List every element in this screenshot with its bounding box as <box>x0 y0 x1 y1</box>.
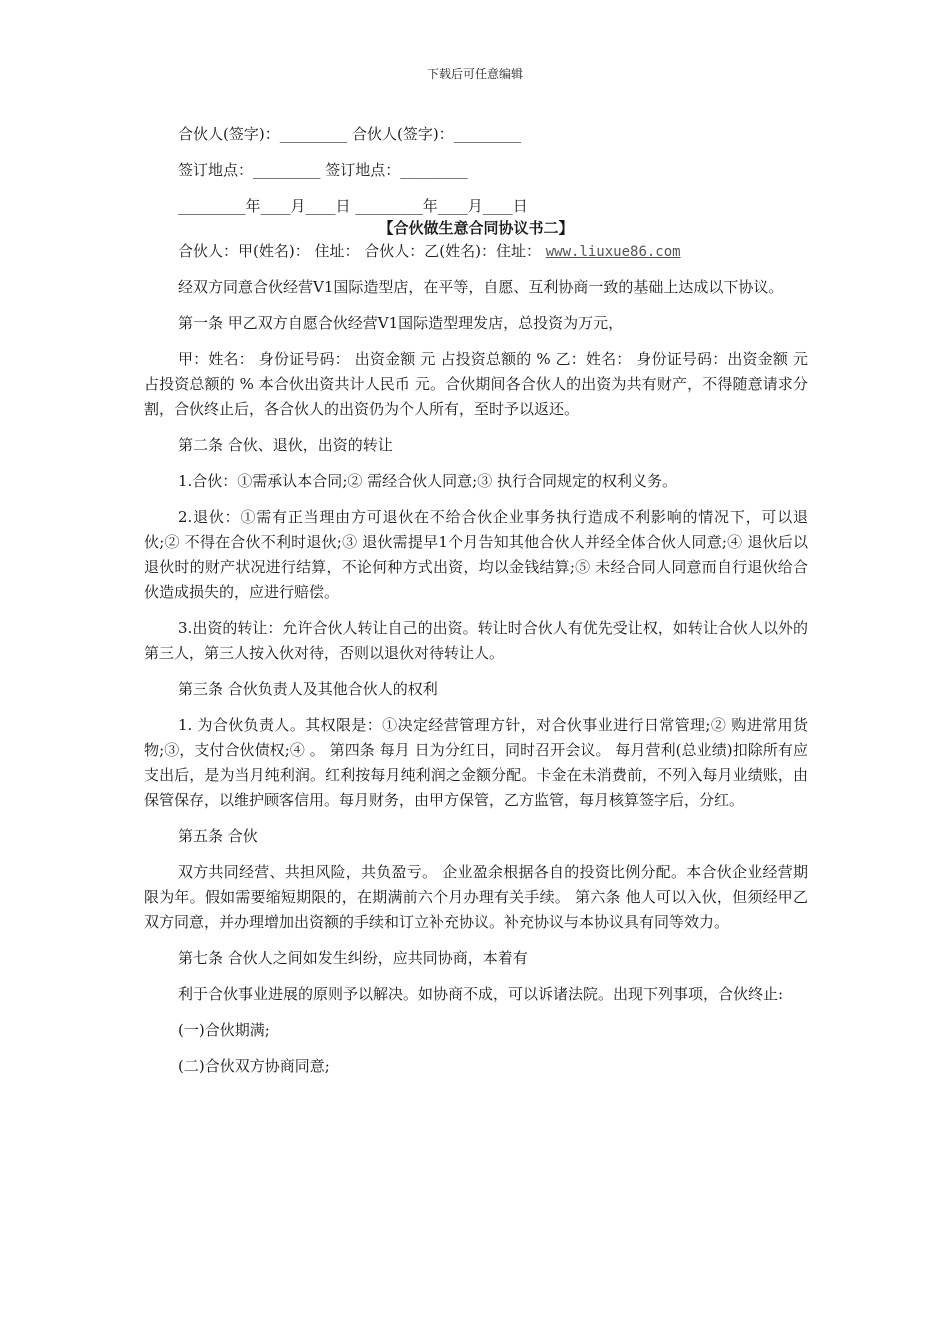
website-link[interactable]: www.liuxue86.com <box>545 244 681 260</box>
document-body <box>144 122 808 1090</box>
document-title: 【合伙做生意合同协议书二】 <box>378 219 574 237</box>
clause-paragraph: 双方共同经营、共担风险，共负盈亏。 企业盈余根据各自的投资比例分配。本合伙企业经营期限为年。假如需要缩短期限的，在期满前六个月办理有关手续。 第六条 他人可以入伙，但须经甲乙双方同意，并办理增加出资额的手续和订立补充协议。补充协议与本协议具有同等效力。 <box>144 863 808 931</box>
clause-paragraph: 1.合伙：①需承认本合同;② 需经合伙人同意;③ 执行合同规定的权利义务。 <box>178 472 677 490</box>
clause-paragraph: 第五条 合伙 <box>178 827 258 845</box>
clause-paragraph: 第一条 甲乙双方自愿合伙经营V1国际造型理发店，总投资为万元， <box>178 314 624 332</box>
clause-paragraph: (一)合伙期满; <box>178 1021 270 1039</box>
clause-paragraph: 经双方同意合伙经营V1国际造型店，在平等，自愿、互利协商一致的基础上达成以下协议。 <box>178 278 784 296</box>
clause-list <box>144 275 808 1079</box>
signature-row: 合伙人(签字)：_________ 合伙人(签字)：_________ <box>178 125 522 143</box>
page-header-note: 下载后可任意编辑 <box>426 67 523 81</box>
clause-paragraph: 2.退伙：①需有正当理由方可退伙在不给合伙企业事务执行造成不利影响的情况下，可以退伙;② 不得在合伙不利时退伙;③ 退伙需提早1个月告知其他合伙人并经全体合伙人同意;④ 退伙后以退伙时的财产状况进行结算，不论何种方式出资，均以金钱结算;⑤ 未经合同人同意而自行退伙给合伙造成损失的，应进行赔偿。 <box>144 508 808 601</box>
clause-paragraph: 第二条 合伙、退伙，出资的转让 <box>178 436 393 454</box>
clause-paragraph: 第七条 合伙人之间如发生纠纷，应共同协商，本着有 <box>178 949 528 967</box>
signing-place-row: 签订地点：_________ 签订地点：_________ <box>178 161 468 179</box>
partners-line <box>144 239 808 265</box>
clause-paragraph: (二)合伙双方协商同意; <box>178 1057 330 1075</box>
signing-date-row: _________年____月____日 _________年____月____日 <box>178 197 528 215</box>
clause-paragraph: 甲：姓名： 身份证号码： 出资金额 元 占投资总额的 % 乙：姓名： 身份证号码：出资金额 元 占投资总额的 % 本合伙出资共计人民币 元。合伙期间各合伙人的出资为共有财产，不得随意请求分割，合伙终止后，各合伙人的出资仍为个人所有，至时予以返还。 <box>144 350 808 418</box>
clause-paragraph: 第三条 合伙负责人及其他合伙人的权利 <box>178 680 438 698</box>
partners-text: 合伙人：甲(姓名)： 住址： 合伙人：乙(姓名)：住址： <box>178 242 541 260</box>
clause-paragraph: 1. 为合伙负责人。其权限是：①决定经营管理方针，对合伙事业进行日常管理;② 购进常用货物;③，支付合伙债权;④ 。 第四条 每月 日为分红日，同时召开会议。 每月营利(总业绩)扣除所有应支出后，是为当月纯利润。红利按每月纯利润之金额分配。卡金在未消费前，不列入每月业绩账，由保管保存，以维护顾客信用。每月财务，由甲方保管，乙方监管，每月核算签字后，分红。 <box>144 716 808 809</box>
clause-paragraph: 3.出资的转让：允许合伙人转让自己的出资。转让时合伙人有优先受让权，如转让合伙人以外的第三人，第三人按入伙对待，否则以退伙对待转让人。 <box>144 619 808 662</box>
clause-paragraph: 利于合伙事业进展的原则予以解决。如协商不成，可以诉诸法院。出现下列事项，合伙终止: <box>178 985 784 1003</box>
